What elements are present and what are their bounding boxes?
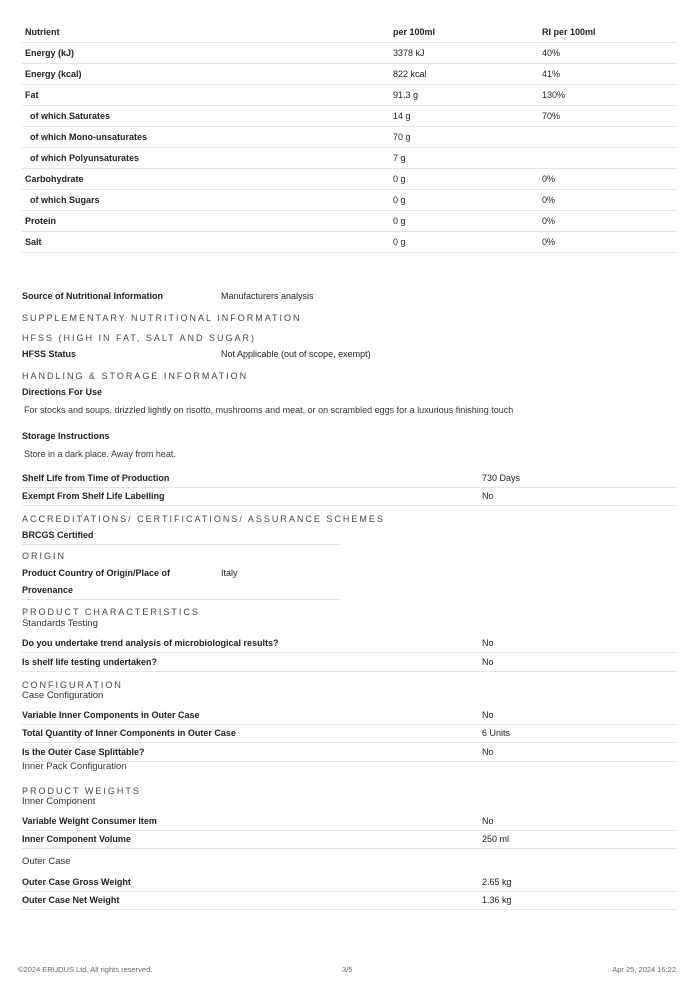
total-quantity-value: 6 Units [482, 728, 511, 738]
accreditation-item: BRCGS Certified [22, 530, 94, 540]
header-ri: RI per 100ml [539, 22, 677, 43]
weights-subtitle: Inner Component [22, 796, 96, 807]
nutrient-ri: 41% [539, 64, 677, 85]
nutrient-value: 0 g [390, 211, 539, 232]
trend-analysis-row [22, 634, 677, 653]
net-weight-label: Outer Case Net Weight [22, 895, 120, 905]
inner-volume-row [22, 830, 677, 849]
shelf-testing-answer: No [482, 657, 494, 667]
variable-inner-row [22, 706, 677, 725]
variable-weight-value: No [482, 816, 494, 826]
splittable-value: No [482, 747, 494, 757]
variable-inner-label: Variable Inner Components in Outer Case [22, 710, 200, 720]
outer-case-subtitle: Outer Case [22, 856, 71, 867]
footer-copyright: ©2024 ERUDUS Ltd. All rights reserved. [18, 965, 153, 974]
nutrient-name: Fat [22, 85, 390, 106]
hfss-title: HFSS (HIGH IN FAT, SALT AND SUGAR) [22, 333, 257, 343]
hfss-value: Not Applicable (out of scope, exempt) [221, 349, 371, 359]
configuration-subtitle: Case Configuration [22, 690, 104, 701]
storage-label: Storage Instructions [22, 431, 110, 441]
table-row [22, 64, 677, 85]
nutrient-value: 822 kcal [390, 64, 539, 85]
header-per-100ml: per 100ml [390, 22, 539, 43]
source-label: Source of Nutritional Information [22, 291, 163, 301]
variable-inner-value: No [482, 710, 494, 720]
nutrient-value: 3378 kJ [390, 43, 539, 64]
shelf-testing-row [22, 653, 677, 672]
accreditation-row [22, 526, 340, 545]
nutrient-ri: 0% [539, 169, 677, 190]
supplementary-title: SUPPLEMENTARY NUTRITIONAL INFORMATION [22, 313, 302, 323]
gross-weight-row [22, 873, 677, 892]
nutrient-ri: 0% [539, 232, 677, 253]
characteristics-title: PRODUCT CHARACTERISTICS [22, 607, 200, 617]
table-row [22, 106, 677, 127]
table-row [22, 211, 677, 232]
footer-date: Apr 25, 2024 16:22 [612, 965, 676, 974]
trend-analysis-answer: No [482, 638, 494, 648]
table-row [22, 169, 677, 190]
nutrient-name: Energy (kcal) [22, 64, 390, 85]
nutrient-ri: 0% [539, 211, 677, 232]
exempt-label: Exempt From Shelf Life Labelling [22, 491, 165, 501]
origin-label-line1: Product Country of Origin/Place of [22, 568, 171, 578]
splittable-label: Is the Outer Case Splittable? [22, 747, 145, 757]
nutrient-name: Carbohydrate [22, 169, 390, 190]
nutrient-ri: 70% [539, 106, 677, 127]
nutrient-name: of which Mono-unsaturates [22, 127, 390, 148]
nutrient-ri: 40% [539, 43, 677, 64]
handling-title: HANDLING & STORAGE INFORMATION [22, 371, 249, 381]
origin-divider [22, 599, 340, 600]
footer-page-number: 3/5 [342, 965, 353, 974]
nutrient-ri [539, 127, 677, 148]
accreditations-title: ACCREDITATIONS/ CERTIFICATIONS/ ASSURANCE SCHEMES [22, 514, 385, 524]
splittable-row [22, 743, 677, 762]
shelf-life-row [22, 469, 677, 488]
trend-analysis-question: Do you undertake trend analysis of microbiological results? [22, 638, 279, 648]
characteristics-subtitle: Standards Testing [22, 618, 98, 629]
shelf-life-label: Shelf Life from Time of Production [22, 473, 170, 483]
nutrient-value: 0 g [390, 190, 539, 211]
variable-weight-row [22, 812, 677, 831]
net-weight-value: 1.36 kg [482, 895, 512, 905]
nutrient-name: of which Saturates [22, 106, 390, 127]
header-nutrient: Nutrient [22, 22, 390, 43]
gross-weight-value: 2.65 kg [482, 877, 512, 887]
nutrient-ri: 130% [539, 85, 677, 106]
source-value: Manufacturers analysis [221, 291, 314, 301]
table-row [22, 232, 677, 253]
exempt-value: No [482, 491, 494, 501]
variable-weight-label: Variable Weight Consumer Item [22, 816, 157, 826]
table-row [22, 127, 677, 148]
directions-text: For stocks and soups, drizzled lightly on risotto, mushrooms and meat, or on scrambled eggs for a luxurious finishing touch [24, 405, 514, 415]
storage-text: Store in a dark place. Away from heat. [24, 449, 176, 459]
net-weight-row [22, 891, 677, 910]
weights-title: PRODUCT WEIGHTS [22, 786, 141, 796]
nutrient-value: 0 g [390, 232, 539, 253]
origin-title: ORIGIN [22, 551, 67, 561]
exempt-row [22, 487, 677, 506]
table-row [22, 85, 677, 106]
source-row [22, 287, 677, 305]
nutrient-name: Salt [22, 232, 390, 253]
nutrition-header-row [22, 22, 677, 43]
nutrient-name: of which Polyunsaturates [22, 148, 390, 169]
nutrient-value: 70 g [390, 127, 539, 148]
nutrient-ri: 0% [539, 190, 677, 211]
nutrient-value: 14 g [390, 106, 539, 127]
total-quantity-row [22, 724, 677, 743]
origin-value: Italy [221, 568, 238, 578]
origin-label-line2: Provenance [22, 585, 74, 595]
gross-weight-label: Outer Case Gross Weight [22, 877, 131, 887]
inner-volume-label: Inner Component Volume [22, 834, 131, 844]
nutrient-value: 91.3 g [390, 85, 539, 106]
nutrient-ri [539, 148, 677, 169]
hfss-row [22, 345, 677, 363]
inner-pack-subtitle: Inner Pack Configuration [22, 761, 127, 772]
nutrient-name: Energy (kJ) [22, 43, 390, 64]
nutrient-value: 0 g [390, 169, 539, 190]
nutrient-name: of which Sugars [22, 190, 390, 211]
table-row [22, 148, 677, 169]
table-row [22, 190, 677, 211]
inner-volume-value: 250 ml [482, 834, 510, 844]
nutrition-table [22, 22, 677, 253]
table-row [22, 43, 677, 64]
hfss-label: HFSS Status [22, 349, 77, 359]
configuration-title: CONFIGURATION [22, 680, 123, 690]
nutrient-name: Protein [22, 211, 390, 232]
nutrient-value: 7 g [390, 148, 539, 169]
total-quantity-label: Total Quantity of Inner Components in Outer Case [22, 728, 236, 738]
shelf-testing-question: Is shelf life testing undertaken? [22, 657, 158, 667]
shelf-life-value: 730 Days [482, 473, 521, 483]
directions-label: Directions For Use [22, 387, 103, 397]
